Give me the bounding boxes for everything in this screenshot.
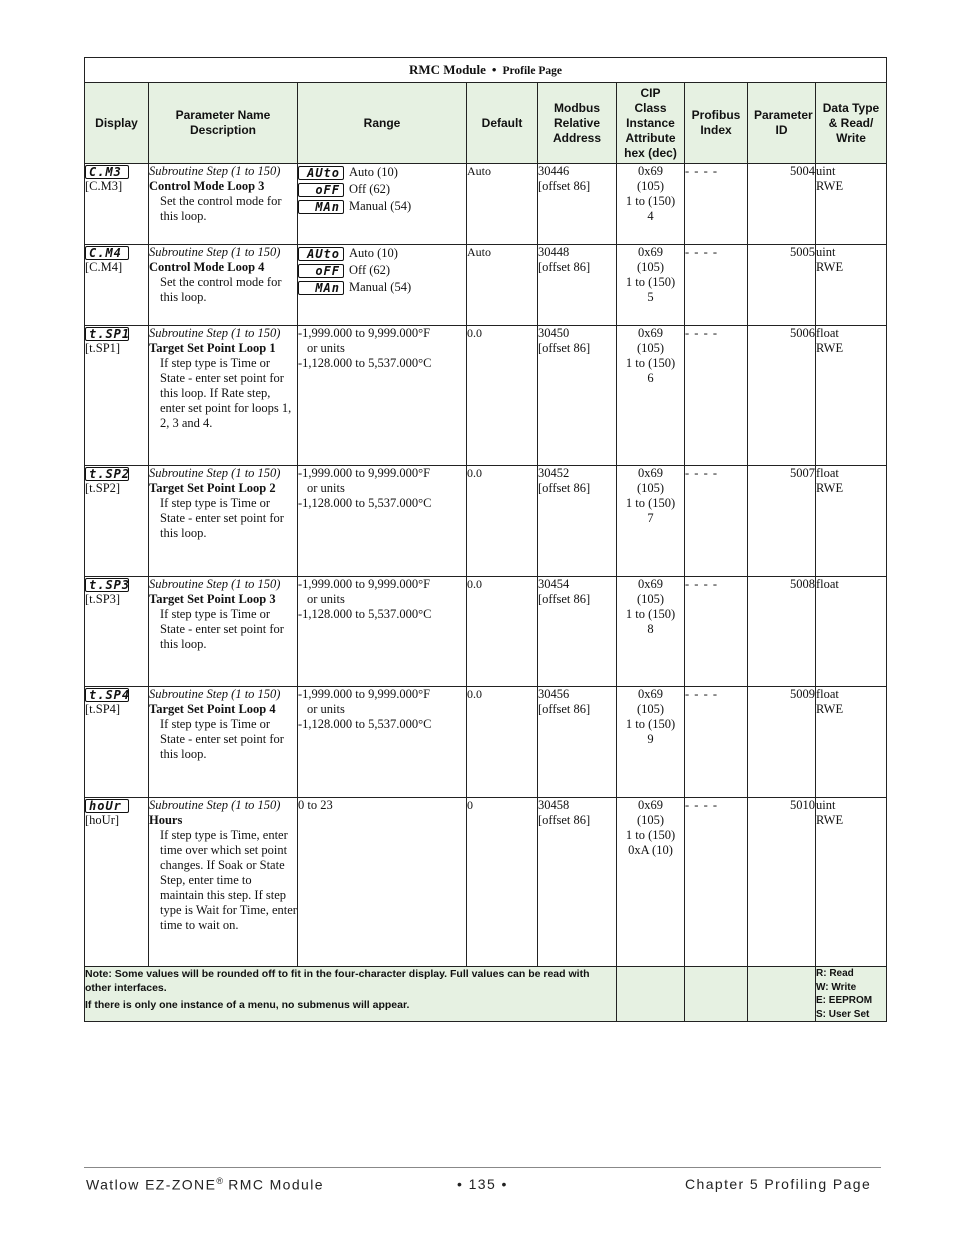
read-write: RWE <box>816 260 844 274</box>
table-title <box>85 58 887 83</box>
display-cell <box>85 245 149 326</box>
default-cell: Auto <box>467 164 538 245</box>
cip-class-dec: (105) <box>636 341 665 355</box>
cip-attribute: 6 <box>647 371 654 385</box>
cip-cell <box>617 466 685 577</box>
header-cip: CIP Class Instance Attribute hex (dec) <box>617 83 685 164</box>
range-line: -1,999.000 to 9,999.000°F <box>298 466 431 480</box>
profibus-cell: - - - - <box>685 164 748 245</box>
range-line: or units <box>307 702 345 716</box>
range-line: 0 to 23 <box>298 798 333 812</box>
cip-class: 0x69 <box>638 466 663 480</box>
display-code: [t.SP3] <box>85 592 121 607</box>
cip-class: 0x69 <box>638 577 663 591</box>
data-type: float <box>816 577 839 591</box>
parameter-description: If step type is Time or State - enter set point for this loop. If Rate step, enter set point for loops 1, 2, 3 and 4. <box>160 356 292 430</box>
lcd-option-icon: oFF <box>298 264 344 278</box>
display-cell <box>85 687 149 798</box>
table-row <box>85 245 887 326</box>
parameter-name: Target Set Point Loop 3 <box>149 592 276 606</box>
lcd-display-icon: C.M3 <box>85 165 129 179</box>
modbus-address: 30452 <box>538 466 570 480</box>
range-option-label: Auto (10) <box>349 246 398 260</box>
footer-product: RMC Module <box>222 1176 324 1193</box>
range-line: -1,128.000 to 5,537.000°C <box>298 496 432 510</box>
read-write: RWE <box>816 341 844 355</box>
display-code: [C.M4] <box>85 260 123 275</box>
data-type-cell <box>816 687 887 798</box>
cip-class: 0x69 <box>638 245 663 259</box>
modbus-cell <box>538 164 617 245</box>
title-subtitle: Profile Page <box>502 64 562 77</box>
cip-cell <box>617 687 685 798</box>
header-modbus: Modbus Relative Address <box>538 83 617 164</box>
lcd-option-icon: AUto <box>298 247 344 261</box>
parameter-id-cell: 5004 <box>748 164 816 245</box>
header-range: Range <box>298 83 467 164</box>
cip-instance: 1 to (150) <box>625 194 676 208</box>
data-type-cell <box>816 326 887 466</box>
description-cell <box>149 687 298 798</box>
range-line: -1,128.000 to 5,537.000°C <box>298 717 432 731</box>
description-cell <box>149 326 298 466</box>
cip-attribute: 0xA (10) <box>628 843 673 857</box>
display-cell <box>85 466 149 577</box>
header-data-type: Data Type & Read/ Write <box>816 83 887 164</box>
modbus-offset: [offset 86] <box>538 481 591 495</box>
range-option <box>298 245 466 262</box>
table-row <box>85 326 887 466</box>
data-type: uint <box>816 245 836 259</box>
parameter-id-cell: 5009 <box>748 687 816 798</box>
cip-cell <box>617 326 685 466</box>
default-cell: 0 <box>467 798 538 967</box>
subroutine-note: Subroutine Step (1 to 150) <box>149 798 281 812</box>
modbus-cell <box>538 466 617 577</box>
header-param-id: Parameter ID <box>748 83 816 164</box>
range-cell <box>298 798 467 967</box>
lcd-display-icon: t.SP4 <box>85 688 129 702</box>
display-code: [t.SP4] <box>85 702 121 717</box>
modbus-cell <box>538 245 617 326</box>
profibus-cell: - - - - <box>685 577 748 687</box>
modbus-offset: [offset 86] <box>538 341 591 355</box>
range-cell <box>298 466 467 577</box>
cip-attribute: 9 <box>647 732 654 746</box>
cip-class: 0x69 <box>638 798 663 812</box>
display-cell <box>85 164 149 245</box>
lcd-option-icon: AUto <box>298 166 344 180</box>
data-type: float <box>816 466 839 480</box>
data-type: float <box>816 326 839 340</box>
data-type-cell <box>816 466 887 577</box>
lcd-option-icon: MAn <box>298 200 344 214</box>
default-cell: 0.0 <box>467 687 538 798</box>
note-row <box>85 967 887 1022</box>
description-cell <box>149 577 298 687</box>
header-profibus: Profibus Index <box>685 83 748 164</box>
cip-cell <box>617 577 685 687</box>
note-single-instance: If there is only one instance of a menu, no submenus will appear. <box>85 999 410 1011</box>
display-cell <box>85 577 149 687</box>
legend-user-set: S: User Set <box>816 1008 870 1020</box>
data-type-cell <box>816 164 887 245</box>
range-line: or units <box>307 592 345 606</box>
header-default: Default <box>467 83 538 164</box>
table-row <box>85 577 887 687</box>
range-cell <box>298 577 467 687</box>
subroutine-note: Subroutine Step (1 to 150) <box>149 245 281 259</box>
description-cell <box>149 798 298 967</box>
note-blank-profibus <box>685 967 748 1022</box>
cip-class: 0x69 <box>638 687 663 701</box>
parameter-name: Hours <box>149 813 183 827</box>
note-rounding: Note: Some values will be rounded off to fit in the four-character display. Full values can be read with other interfaces. <box>85 968 590 994</box>
range-option-label: Off (62) <box>349 263 391 277</box>
lcd-display-icon: t.SP2 <box>85 467 129 481</box>
display-cell <box>85 798 149 967</box>
parameter-description: If step type is Time or State - enter set point for this loop. <box>160 496 284 540</box>
parameter-name: Control Mode Loop 4 <box>149 260 265 274</box>
parameter-name: Target Set Point Loop 4 <box>149 702 276 716</box>
parameter-id-cell: 5008 <box>748 577 816 687</box>
cip-attribute: 4 <box>647 209 654 223</box>
header-param-name: Parameter Name Description <box>149 83 298 164</box>
cip-attribute: 5 <box>647 290 654 304</box>
footer-rule <box>84 1167 881 1168</box>
modbus-offset: [offset 86] <box>538 592 591 606</box>
legend-eeprom: E: EEPROM <box>816 995 873 1006</box>
range-line: or units <box>307 481 345 495</box>
range-option-label: Manual (54) <box>349 280 412 294</box>
cip-instance: 1 to (150) <box>625 496 676 510</box>
parameter-name: Target Set Point Loop 1 <box>149 341 276 355</box>
default-cell: Auto <box>467 245 538 326</box>
data-type: float <box>816 687 839 701</box>
profile-page-table <box>84 57 887 1022</box>
range-cell <box>298 164 467 245</box>
profibus-cell: - - - - <box>685 326 748 466</box>
range-option <box>298 181 466 198</box>
parameter-id-cell: 5005 <box>748 245 816 326</box>
data-type-cell <box>816 577 887 687</box>
subroutine-note: Subroutine Step (1 to 150) <box>149 577 281 591</box>
range-line: -1,999.000 to 9,999.000°F <box>298 687 431 701</box>
display-cell <box>85 326 149 466</box>
range-option <box>298 164 466 181</box>
range-option-label: Off (62) <box>349 182 391 196</box>
data-type-cell <box>816 245 887 326</box>
range-cell <box>298 687 467 798</box>
profibus-cell: - - - - <box>685 466 748 577</box>
table-row <box>85 164 887 245</box>
range-line: -1,999.000 to 9,999.000°F <box>298 577 431 591</box>
lcd-option-icon: MAn <box>298 281 344 295</box>
modbus-cell <box>538 577 617 687</box>
lcd-display-icon: t.SP3 <box>85 578 129 592</box>
legend-write: W: Write <box>816 981 857 993</box>
modbus-offset: [offset 86] <box>538 179 591 193</box>
lcd-display-icon: hoUr <box>85 799 129 813</box>
modbus-address: 30446 <box>538 164 570 178</box>
read-write: RWE <box>816 179 844 193</box>
footer-brand <box>86 1176 324 1193</box>
parameter-id-cell: 5007 <box>748 466 816 577</box>
data-type-cell <box>816 798 887 967</box>
range-cell <box>298 245 467 326</box>
range-option <box>298 279 466 296</box>
description-cell <box>149 245 298 326</box>
cip-instance: 1 to (150) <box>625 717 676 731</box>
cip-class-dec: (105) <box>636 260 665 274</box>
cip-cell <box>617 798 685 967</box>
parameter-id-cell: 5010 <box>748 798 816 967</box>
modbus-offset: [offset 86] <box>538 702 591 716</box>
data-type: uint <box>816 164 836 178</box>
subroutine-note: Subroutine Step (1 to 150) <box>149 466 281 480</box>
profibus-cell: - - - - <box>685 798 748 967</box>
subroutine-note: Subroutine Step (1 to 150) <box>149 164 281 178</box>
cip-class-dec: (105) <box>636 481 665 495</box>
note-blank-param <box>748 967 816 1022</box>
modbus-offset: [offset 86] <box>538 813 591 827</box>
data-type: uint <box>816 798 836 812</box>
cip-instance: 1 to (150) <box>625 607 676 621</box>
modbus-address: 30456 <box>538 687 570 701</box>
display-code: [C.M3] <box>85 179 123 194</box>
subroutine-note: Subroutine Step (1 to 150) <box>149 326 281 340</box>
note-cell <box>85 967 617 1022</box>
cip-class-dec: (105) <box>636 179 665 193</box>
legend-read: R: Read <box>816 968 854 979</box>
description-cell <box>149 164 298 245</box>
parameter-description: If step type is Time or State - enter set point for this loop. <box>160 717 284 761</box>
range-cell <box>298 326 467 466</box>
header-row <box>85 83 887 164</box>
range-option <box>298 262 466 279</box>
default-cell: 0.0 <box>467 326 538 466</box>
lcd-option-icon: oFF <box>298 183 344 197</box>
table-row <box>85 466 887 577</box>
parameter-description: If step type is Time or State - enter set point for this loop. <box>160 607 284 651</box>
cip-instance: 1 to (150) <box>625 275 676 289</box>
display-code: [t.SP1] <box>85 341 121 356</box>
parameter-description: If step type is Time, enter time over which set point changes. If Soak or State Step, enter time to maintain this step. If step type is Wait for Time, enter time to wait on. <box>160 828 297 932</box>
default-cell: 0.0 <box>467 577 538 687</box>
read-write: RWE <box>816 813 844 827</box>
cip-instance: 1 to (150) <box>625 356 676 370</box>
cip-class-dec: (105) <box>636 702 665 716</box>
cip-cell <box>617 164 685 245</box>
cip-attribute: 8 <box>647 622 654 636</box>
rw-legend <box>816 967 887 1022</box>
modbus-address: 30448 <box>538 245 570 259</box>
parameter-description: Set the control mode for this loop. <box>160 275 282 304</box>
modbus-cell <box>538 687 617 798</box>
description-cell <box>149 466 298 577</box>
parameter-name: Target Set Point Loop 2 <box>149 481 276 495</box>
cip-class: 0x69 <box>638 326 663 340</box>
footer-page-number: • 135 • <box>457 1176 508 1192</box>
modbus-address: 30458 <box>538 798 570 812</box>
cip-instance: 1 to (150) <box>625 828 676 842</box>
modbus-offset: [offset 86] <box>538 260 591 274</box>
range-line: -1,128.000 to 5,537.000°C <box>298 356 432 370</box>
display-code: [hoUr] <box>85 813 120 828</box>
cip-class: 0x69 <box>638 164 663 178</box>
modbus-address: 30454 <box>538 577 570 591</box>
read-write: RWE <box>816 702 844 716</box>
range-option-label: Auto (10) <box>349 165 398 179</box>
footer-brand-text: Watlow EZ-ZONE <box>86 1176 217 1193</box>
lcd-display-icon: t.SP1 <box>85 327 129 341</box>
title-text: RMC Module <box>409 61 486 77</box>
range-option-label: Manual (54) <box>349 199 412 213</box>
modbus-cell <box>538 798 617 967</box>
default-cell: 0.0 <box>467 466 538 577</box>
note-blank-cip <box>617 967 685 1022</box>
header-display: Display <box>85 83 149 164</box>
modbus-address: 30450 <box>538 326 570 340</box>
cip-attribute: 7 <box>647 511 654 525</box>
subroutine-note: Subroutine Step (1 to 150) <box>149 687 281 701</box>
range-line: -1,999.000 to 9,999.000°F <box>298 326 431 340</box>
range-line: or units <box>307 341 345 355</box>
profibus-cell: - - - - <box>685 687 748 798</box>
read-write: RWE <box>816 481 844 495</box>
cip-class-dec: (105) <box>636 813 665 827</box>
parameter-name: Control Mode Loop 3 <box>149 179 265 193</box>
cip-cell <box>617 245 685 326</box>
cip-class-dec: (105) <box>636 592 665 606</box>
footer-chapter: Chapter 5 Profiling Page <box>685 1176 872 1192</box>
title-bullet: • <box>491 61 497 77</box>
profibus-cell: - - - - <box>685 245 748 326</box>
footer-registered-mark: ® <box>216 1176 223 1186</box>
parameter-description: Set the control mode for this loop. <box>160 194 282 223</box>
display-code: [t.SP2] <box>85 481 121 496</box>
range-line: -1,128.000 to 5,537.000°C <box>298 607 432 621</box>
table-row <box>85 687 887 798</box>
lcd-display-icon: C.M4 <box>85 246 129 260</box>
parameter-id-cell: 5006 <box>748 326 816 466</box>
table-row <box>85 798 887 967</box>
range-option <box>298 198 466 215</box>
modbus-cell <box>538 326 617 466</box>
